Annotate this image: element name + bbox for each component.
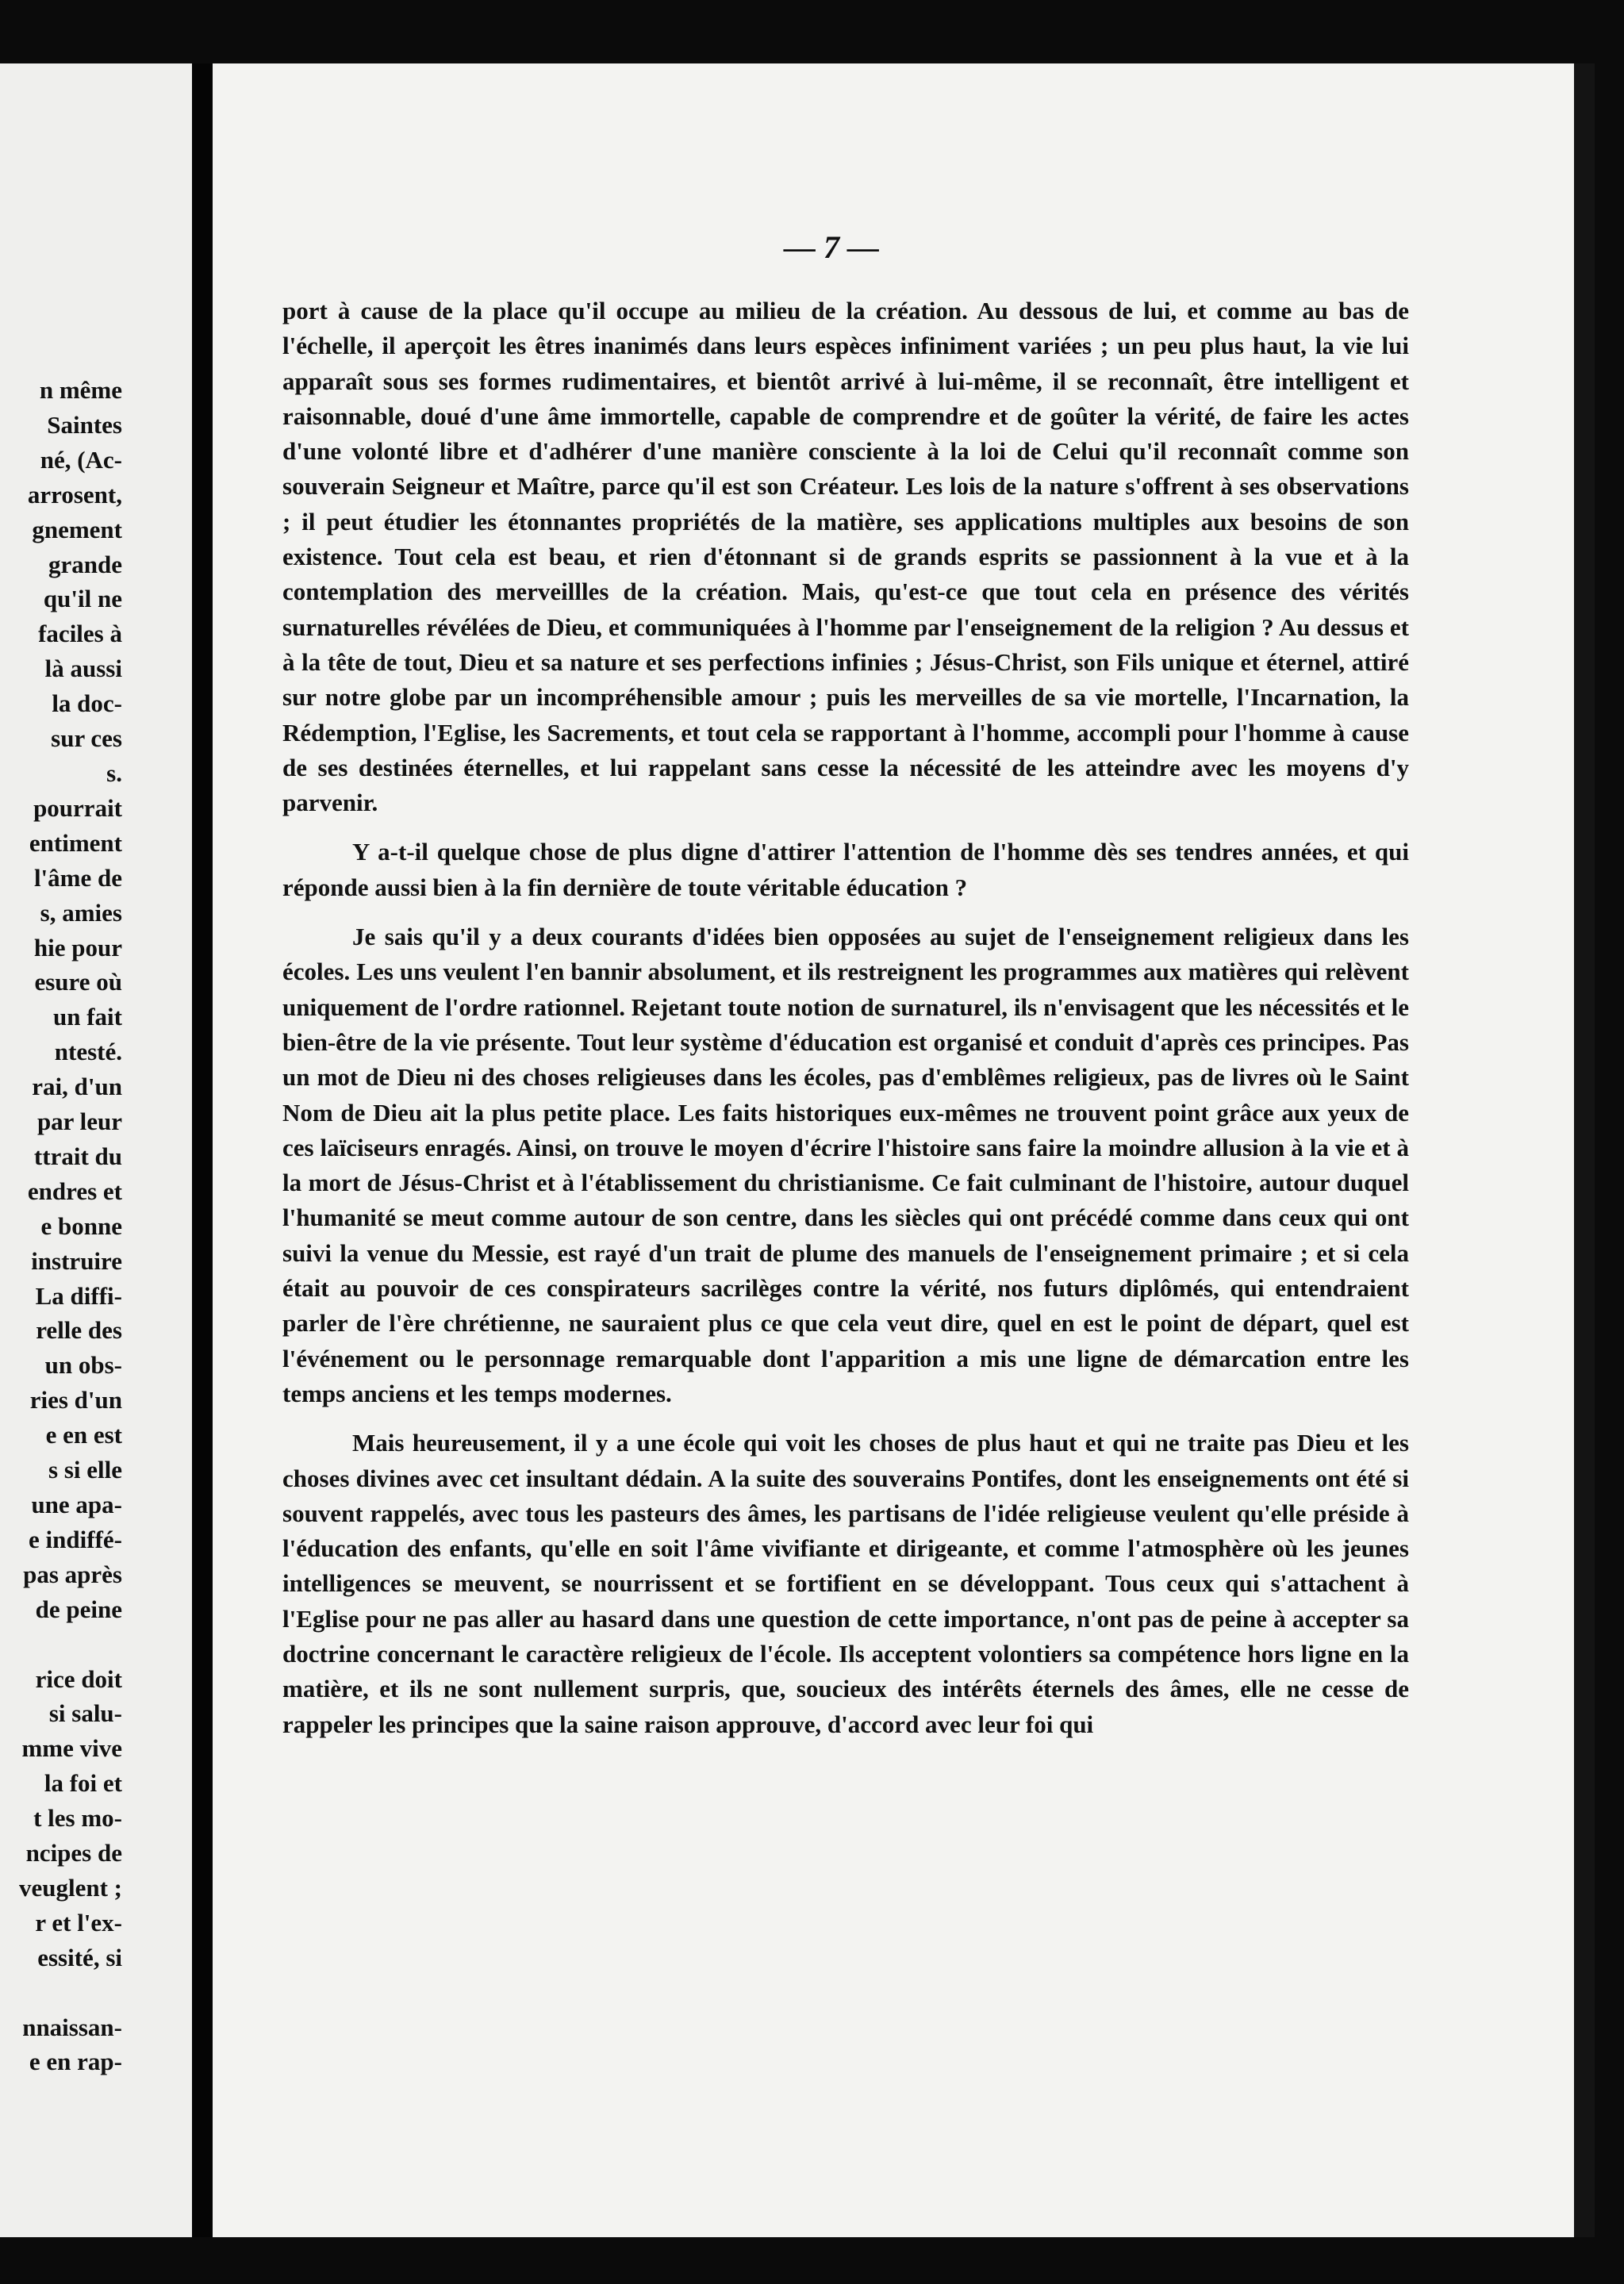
left-page-line: esure où	[34, 968, 122, 996]
left-page-line: arrosent,	[27, 480, 122, 509]
left-page-line: grande	[48, 550, 122, 578]
left-page-line: s, amies	[40, 898, 122, 927]
left-page-line: un fait	[53, 1003, 122, 1031]
left-page-line: par leur	[36, 1107, 122, 1136]
left-page-line	[0, 1975, 122, 2010]
left-page-line: r et l'ex-	[35, 1908, 122, 1937]
left-page-line: essité, si	[37, 1943, 122, 1971]
left-page-line: si salu-	[48, 1699, 122, 1728]
page-number: — 7 —	[784, 229, 879, 265]
left-page-text	[0, 373, 122, 2079]
left-page-line: instruire	[31, 1246, 122, 1275]
left-page-line: pas après	[23, 1560, 122, 1588]
paragraph: Mais heureusement, il y a une école qui voit les choses de plus haut et qui ne traite pas Dieu et les choses divines avec cet insultant dédain. A la suite des souverains Pontifes, dont les enseignements ont été si souvent rappelés, avec tous les pasteurs des âmes, les partisans de l'idée religieuse veulent qu'elle préside à l'éducation des enfants, qu'elle en soit l'âme vivifiante et dirigeante, et comme l'atmosphère où les jeunes intelligences se meuvent, se nourrissent et se fortifient en se développant. Tous ceux qui s'attachent à l'Eglise pour ne pas aller au hasard dans une question de cette importance, n'ont pas de peine à accepter sa doctrine concernant le caractère religieux de l'école. Ils acceptent volontiers sa compétence hors ligne en la matière, et ils ne sont nullement surpris, que, soucieux des intérêts éternels des âmes, elle ne cesse de rappeler les principes que la saine raison approuve, d'accord avec leur foi qui	[282, 1429, 1409, 1738]
left-page-line: l'âme de	[33, 863, 122, 892]
left-page-line: ntesté.	[54, 1038, 122, 1066]
left-page-line: une apa-	[31, 1491, 122, 1518]
left-page-line: veuglent ;	[18, 1873, 122, 1902]
left-page-line: la foi et	[44, 1769, 122, 1798]
left-page-line: ries d'un	[29, 1386, 122, 1415]
left-page-line: là aussi	[44, 654, 122, 683]
left-page-line: endres et	[27, 1177, 122, 1205]
left-page-line: né, (Ac-	[40, 445, 122, 474]
left-page-line: e bonne	[40, 1211, 122, 1240]
left-page-line: nnaissan-	[22, 2013, 122, 2041]
left-page-line: hie pour	[33, 933, 122, 962]
left-page-fragment	[0, 63, 192, 2237]
left-page-line: e indiffé-	[29, 1525, 122, 1553]
left-page-line: rai, d'un	[32, 1073, 122, 1101]
left-page-line: de peine	[35, 1595, 122, 1623]
paragraph: port à cause de la place qu'il occupe au milieu de la création. Au dessous de lui, et comme au bas de l'échelle, il aperçoit les êtres inanimés dans leurs espèces infiniment variées ; un peu plus haut, la vie lui apparaît sous ses formes rudimentaires, et bientôt arrivé à lui-même, il se reconnaît, être intelligent et raisonnable, doué d'une âme immortelle, capable de comprendre et de goûter la vérité, de faire les actes d'une volonté libre et d'adhérer d'une manière consciente à la loi de Celui qu'il reconnaît comme son souverain Seigneur et Maître, parce qu'il est son Créateur. Les lois de la nature s'offrent à ses observations ; il peut étudier les étonnantes propriétés de la matière, ses applications multiples aux besoins de son existence. Tout cela est beau, et rien d'étonnant si de grands esprits se passionnent à la vue et à la contemplation des merveillles de la création. Mais, qu'est-ce que tout cela en présence des vérités surnaturelles révélées de Dieu, et communiquées à l'homme par l'enseignement de la religion ? Au dessus et à la tête de tout, Dieu et sa nature et ses perfections infinies ; Jésus-Christ, son Fils unique et éternel, attiré sur notre globe par un incompréhensible amour ; puis les merveilles de sa vie mortelle, l'Incarnation, la Rédemption, l'Eglise, les Sacrements, et tout cela se rapportant à l'homme, accompli pour l'homme à cause de ses destinées éternelles, et lui rappelant sans cesse la nécessité de les atteindre avec les moyens d'y parvenir.	[282, 297, 1409, 817]
left-page-line: relle des	[36, 1316, 122, 1345]
left-page-line: qu'il ne	[43, 585, 122, 613]
left-page-line: e en rap-	[29, 2048, 122, 2076]
left-page-line: un obs-	[44, 1351, 122, 1380]
paragraph: Y a-t-il quelque chose de plus digne d'attirer l'attention de l'homme dès ses tendres années, et qui réponde aussi bien à la fin dernière de toute véritable éducation ?	[282, 838, 1409, 901]
left-page-line: e en est	[45, 1421, 122, 1449]
paragraph: Je sais qu'il y a deux courants d'idées bien opposées au sujet de l'enseignement religieux dans les écoles. Les uns veulent l'en bannir absolument, et ils restreignent les programmes aux matières qui relèvent uniquement de l'ordre rationnel. Rejetant toute notion de surnaturel, ils n'envisagent que les nécessités et le bien-être de la vie présente. Tout leur système d'éducation est organisé et conduit d'après ces principes. Pas un mot de Dieu ni des choses religieuses dans les écoles, pas d'emblêmes religieux, pas de livres où le Saint Nom de Dieu ait la plus petite place. Les faits historiques eux-mêmes ne trouvent point grâce aux yeux de ces laïciseurs enragés. Ainsi, on trouve le moyen d'écrire l'histoire sans faire la moindre allusion à la vie et à la mort de Jésus-Christ et à l'établissement du christianisme. Ce fait culminant de l'histoire, autour duquel l'humanité se meut comme autour de son centre, dans les siècles qui ont précédé comme dans ceux qui ont suivi la venue du Messie, est rayé d'un trait de plume des manuels de l'enseignement primaire ; et si cela était au pouvoir de ces conspirateurs sacrilèges contre la vérité, nos futurs diplômés, qui entendraient parler de l'ère chrétienne, ne sauraient plus ce que cela veut dire, quel en est le point de départ, quel est l'événement ou le personnage remarquable dont l'apparition a mis une ligne de démarcation entre les temps anciens et les temps modernes.	[282, 923, 1409, 1407]
page-body	[282, 294, 1409, 1756]
left-page-line: n même	[39, 376, 122, 404]
left-page-line: faciles à	[38, 620, 122, 648]
left-page-line: rice doit	[35, 1664, 122, 1693]
left-page-line: ncipes de	[25, 1839, 122, 1868]
left-page-line: t les mo-	[33, 1804, 122, 1833]
left-page-line: sur ces	[51, 724, 122, 753]
left-page-line: La diffi-	[35, 1281, 122, 1310]
left-page-line: Saintes	[47, 410, 122, 439]
left-page-line	[0, 1627, 122, 1662]
left-page-line: gnement	[32, 515, 122, 543]
left-page-line: la doc-	[52, 689, 122, 718]
page-edge	[1574, 63, 1595, 2237]
left-page-line: entiment	[29, 828, 122, 857]
left-page-line: pourrait	[33, 793, 122, 822]
book-spine	[192, 63, 213, 2237]
left-page-line: s.	[106, 758, 122, 787]
left-page-line: ttrait du	[33, 1142, 122, 1170]
left-page-line: mme vive	[21, 1734, 122, 1763]
left-page-line: s si elle	[48, 1456, 122, 1484]
